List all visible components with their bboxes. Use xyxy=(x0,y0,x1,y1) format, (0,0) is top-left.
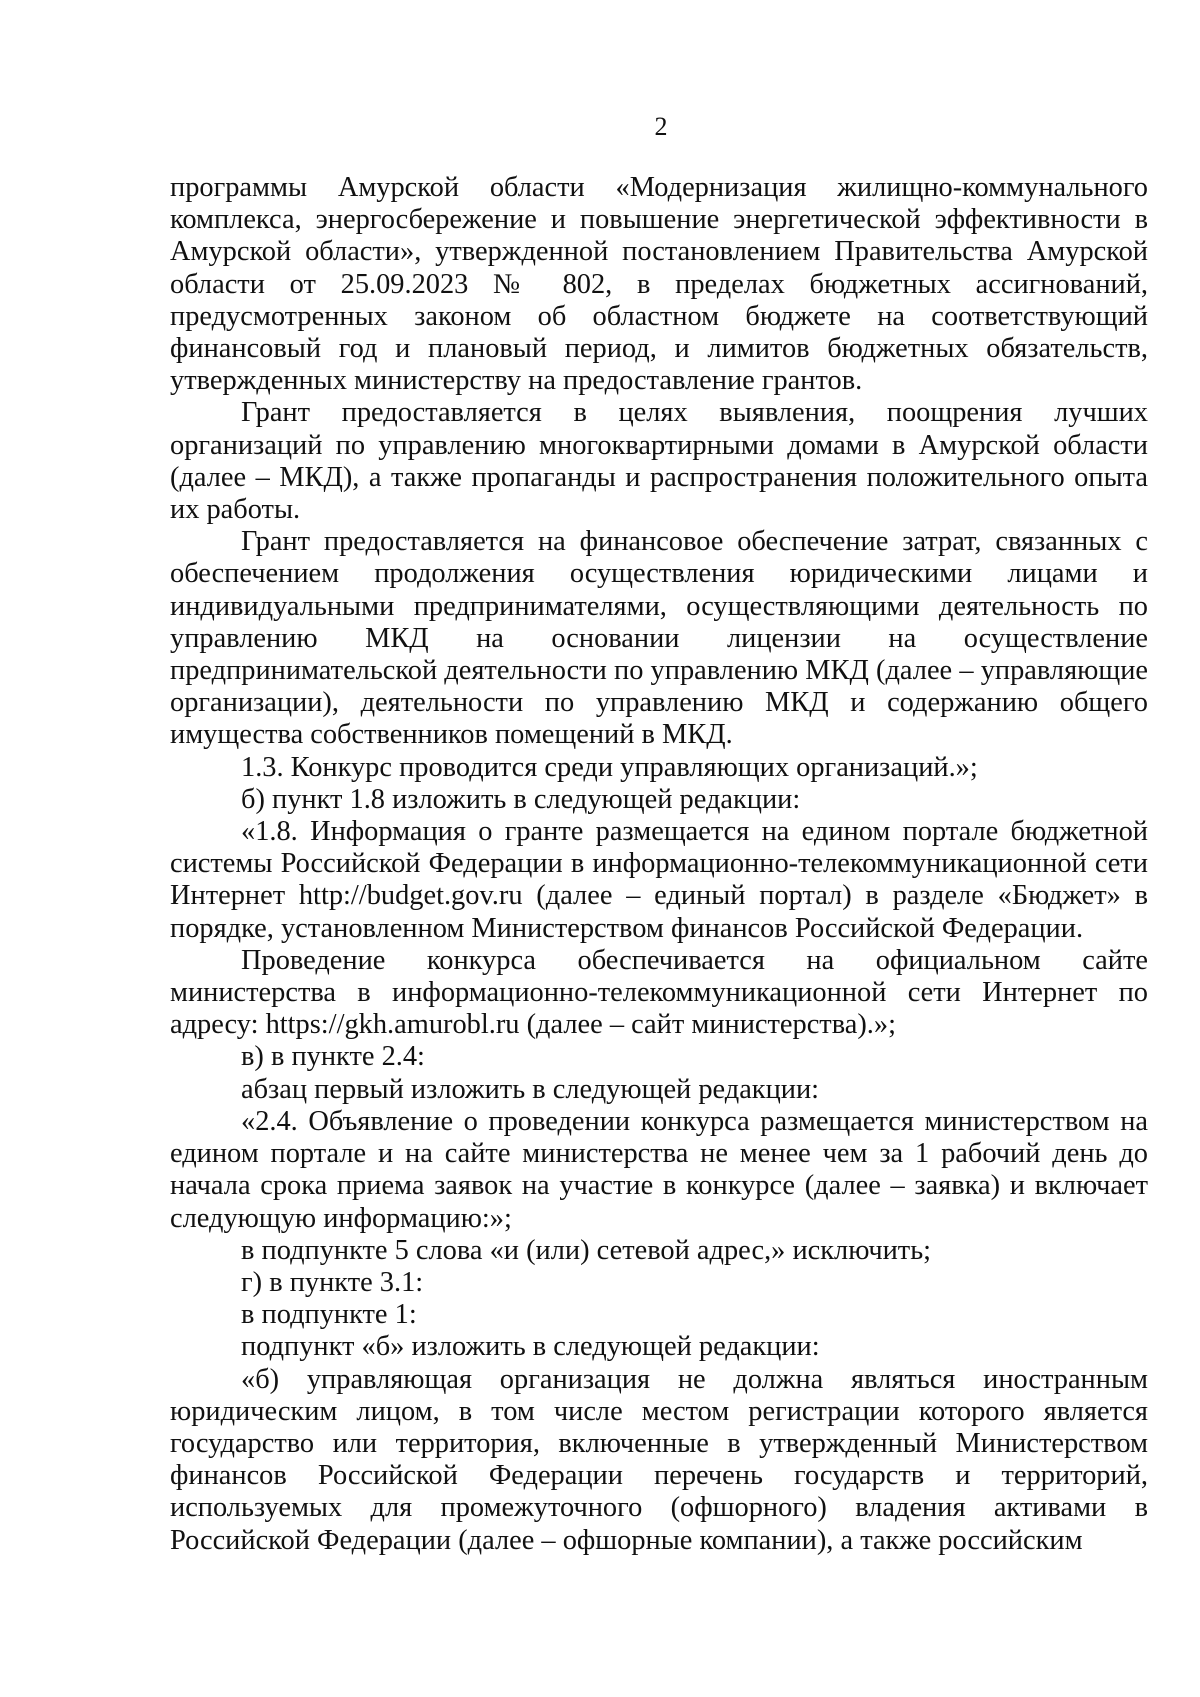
paragraph: в подпункте 5 слова «и (или) сетевой адрес,» исключить; xyxy=(241,1234,932,1266)
paragraph: «2.4. Объявление о проведении конкурса размещается министерством на едином портале и на сайте министерства не менее чем за 1 рабочий день до начала срока приема заявок на участие в конкурсе (далее – заявка) и включает следующую информацию:»; xyxy=(170,1105,1148,1234)
paragraph: б) пункт 1.8 изложить в следующей редакции: xyxy=(241,783,801,815)
paragraph: в) в пункте 2.4: xyxy=(241,1041,425,1073)
paragraph: программы Амурской области «Модернизация жилищно-коммунального комплекса, энергосбережение и повышение энергетической эффективности в Амурской области», утвержденной постановлением Правительства Амурской области от 25.09.2023 № 802, в пределах бюджетных ассигнований, предусмотренных законом об областном бюджете на соответствующий финансовый год и плановый период, и лимитов бюджетных обязательств, утвержденных министерству на предоставление грантов. xyxy=(170,172,1148,397)
paragraph: «б) управляющая организация не должна являться иностранным юридическим лицом, в том числе местом регистрации которого является государство или территория, включенные в утвержденный Министерством финансов Российской Федерации перечень государств и территорий, используемых для промежуточного (офшорного) владения активами в Российской Федерации (далее – офшорные компании), а также российским xyxy=(170,1363,1148,1556)
paragraph: абзац первый изложить в следующей редакции: xyxy=(241,1073,820,1105)
document-body xyxy=(170,172,1148,1557)
paragraph: подпункт «б» изложить в следующей редакции: xyxy=(241,1331,820,1363)
paragraph: г) в пункте 3.1: xyxy=(241,1266,424,1298)
paragraph: «1.8. Информация о гранте размещается на едином портале бюджетной системы Российской Федерации в информационно-телекоммуникационной сети Интернет http://budget.gov.ru (далее – единый портал) в разделе «Бюджет» в порядке, установленном Министерством финансов Российской Федерации. xyxy=(170,816,1148,944)
paragraph: Грант предоставляется на финансовое обеспечение затрат, связанных с обеспечением продолжения осуществления юридическими лицами и индивидуальными предпринимателями, осуществляющими деятельность по управлению МКД на основании лицензии на осуществление предпринимательской деятельности по управлению МКД (далее – управляющие организации), деятельности по управлению МКД и содержанию общего имущества собственников помещений в МКД. xyxy=(170,526,1148,751)
paragraph: Грант предоставляется в целях выявления, поощрения лучших организаций по управлению многоквартирными домами в Амурской области (далее – МКД), а также пропаганды и распространения положительного опыта их работы. xyxy=(170,397,1148,526)
paragraph: 1.3. Конкурс проводится среди управляющих организаций.»; xyxy=(241,751,978,783)
paragraph: Проведение конкурса обеспечивается на официальном сайте министерства в информационно-телекоммуникационной сети Интернет по адресу: https://gkh.amurobl.ru (далее – сайт министерства).»; xyxy=(170,944,1148,1041)
paragraph: в подпункте 1: xyxy=(241,1299,417,1331)
page-number: 2 xyxy=(654,112,668,141)
